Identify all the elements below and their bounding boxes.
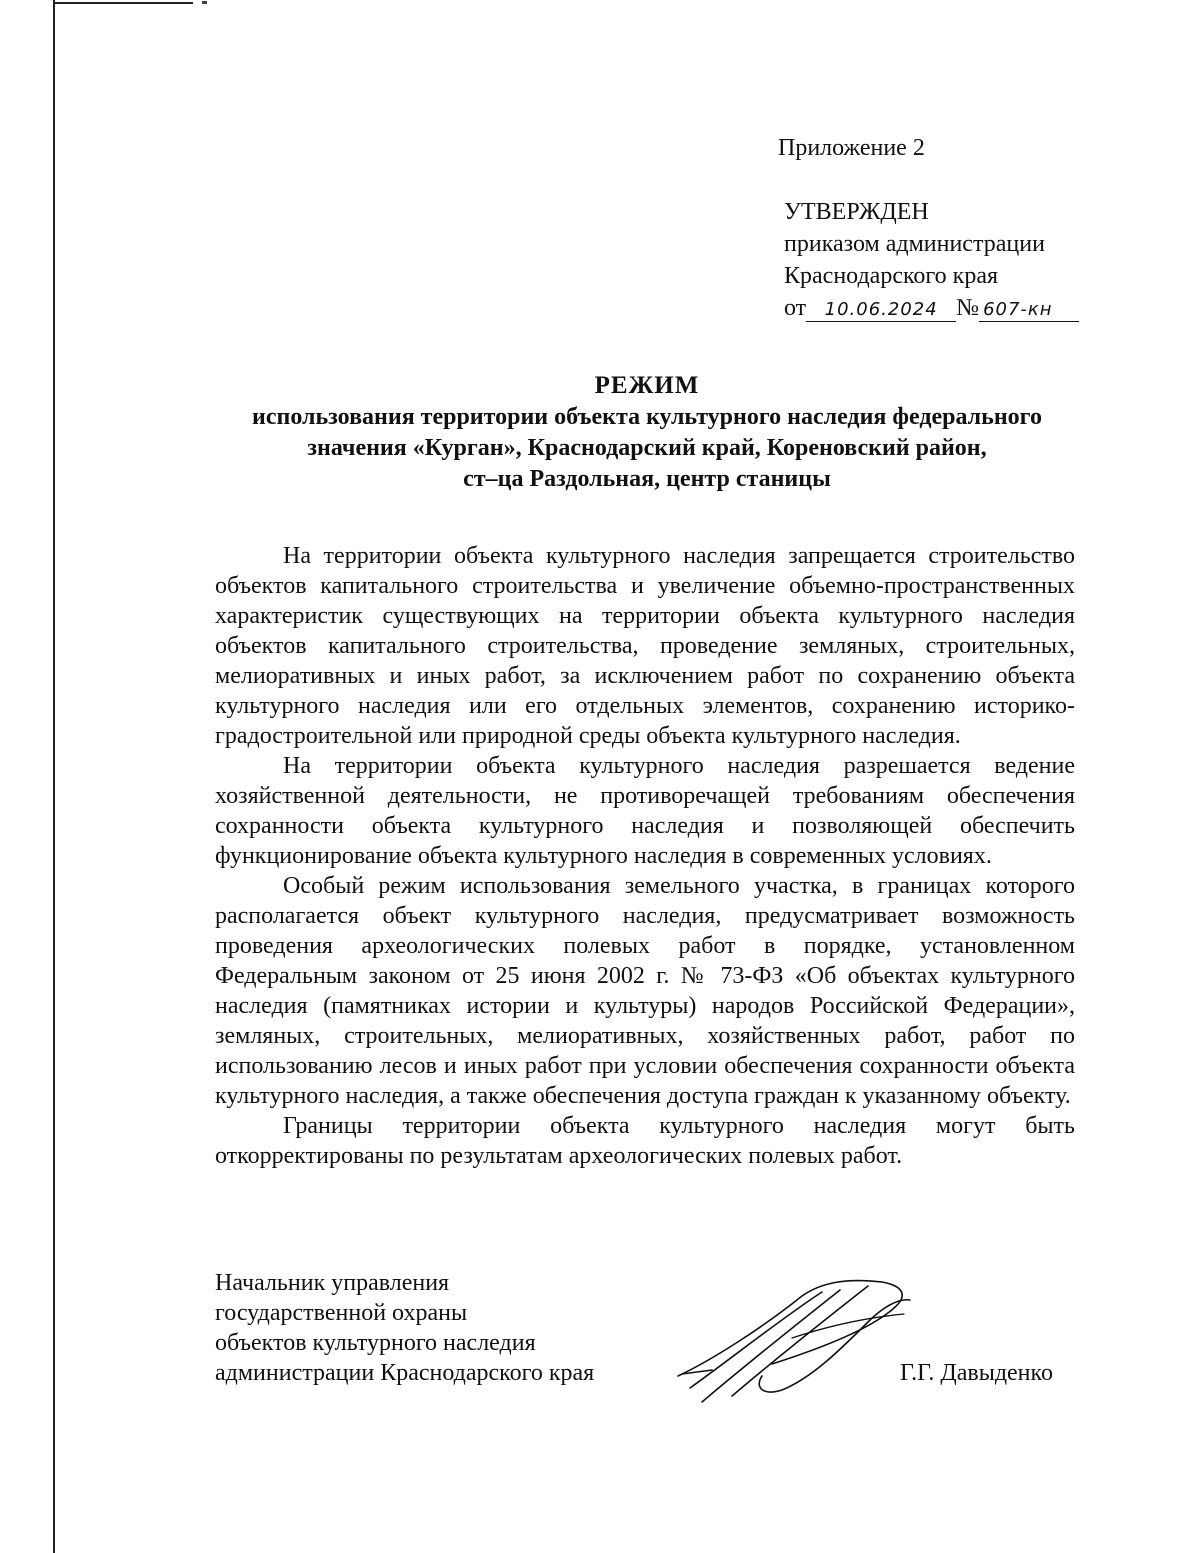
document-title-block xyxy=(212,370,1082,495)
signatory-position-line-2: государственной охраны xyxy=(215,1300,468,1326)
order-label: приказом администрации xyxy=(784,231,1045,257)
scan-border-left xyxy=(53,0,55,1553)
order-number-handwritten: 607-кн xyxy=(979,299,1079,322)
signatory-name: Г.Г. Давыденко xyxy=(900,1360,1053,1386)
document-subtitle-line-1: использования территории объекта культурного наследия федерального xyxy=(252,404,1042,430)
scan-artifact xyxy=(202,1,207,4)
region-label: Краснодарского края xyxy=(784,263,999,289)
document-body xyxy=(215,541,1075,1171)
appendix-label: Приложение 2 xyxy=(778,135,925,161)
signatory-position-line-4: администрации Краснодарского края xyxy=(215,1360,595,1386)
from-label: от xyxy=(784,295,807,321)
body-paragraph-4: Границы территории объекта культурного наследия могут быть откорректированы по результатам археологических полевых работ. xyxy=(215,1113,1075,1169)
signatory-position-line-3: объектов культурного наследия xyxy=(215,1330,536,1356)
document-subtitle-line-2: значения «Курган», Краснодарский край, Кореновский район, xyxy=(307,435,987,461)
document-title: РЕЖИМ xyxy=(594,372,700,399)
document-subtitle-line-3: ст–ца Раздольная, центр станицы xyxy=(463,466,831,492)
body-paragraph-3: Особый режим использования земельного участка, в границах которого располагается объект культурного наследия, предусматривает возможность проведения археологических полевых работ в порядке, установленном Федеральным законом от 25 июня 2002 г. № 73-ФЗ «Об объектах культурного наследия (памятниках истории и культуры) народов Российской Федерации», земляных, строительных, мелиоративных, хозяйственных работ, работ по использованию лесов и иных работ при условии обеспечения сохранности объекта культурного наследия, а также обеспечения доступа граждан к указанному объекту. xyxy=(215,873,1075,1109)
order-date-handwritten: 10.06.2024 xyxy=(806,299,956,322)
body-paragraph-2: На территории объекта культурного наследия разрешается ведение хозяйственной деятельности, не противоречащей требованиям обеспечения сохранности объекта культурного наследия и позволяющей обеспечить функционирование объекта культурного наследия в современных условиях. xyxy=(215,753,1075,869)
signatory-position xyxy=(215,1268,645,1388)
scan-border-top xyxy=(53,2,193,4)
order-date-number-line xyxy=(784,292,1124,324)
signatory-position-line-1: Начальник управления xyxy=(215,1270,450,1296)
body-paragraph-1: На территории объекта культурного наследия запрещается строительство объектов капитального строительства и увеличение объемно-пространственных характеристик существующих на территории объекта культурного наследия объектов капитального строительства, проведение земляных, строительных, мелиоративных и иных работ, за исключением работ по сохранению объекта культурного наследия или его отдельных элементов, сохранению историко-градостроительной или природной среды объекта культурного наследия. xyxy=(215,543,1075,749)
number-label: № xyxy=(956,295,980,321)
handwritten-signature-icon xyxy=(672,1278,912,1408)
approval-stamp-block xyxy=(778,132,1124,324)
approved-label: УТВЕРЖДЕН xyxy=(784,199,929,225)
